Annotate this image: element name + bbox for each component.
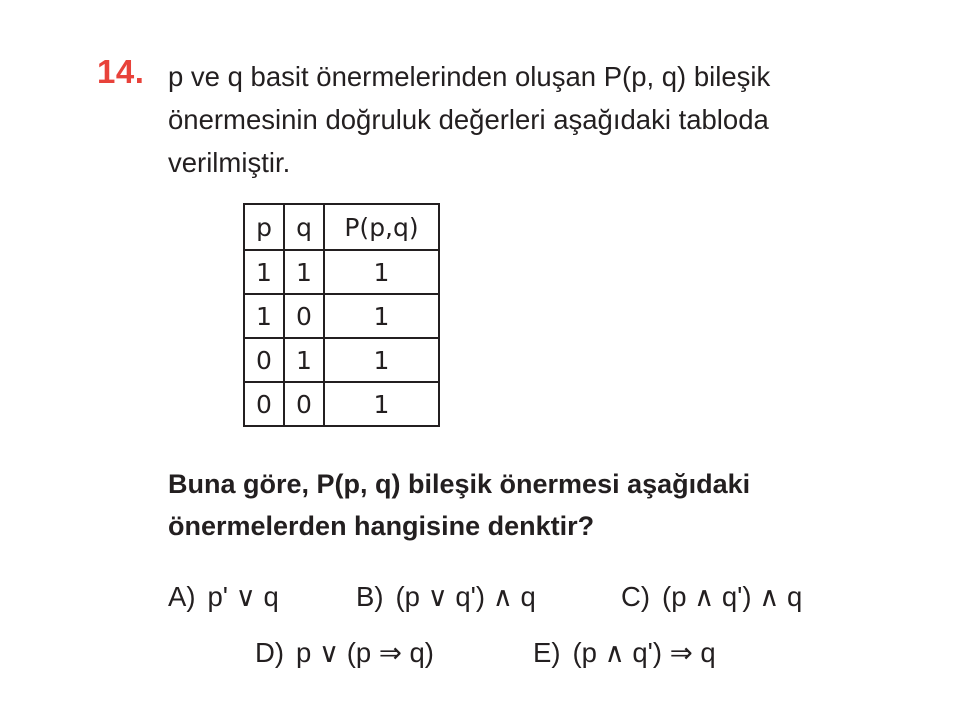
question-text-line: önermesinin doğruluk değerleri aşağıdaki tabloda xyxy=(168,104,769,135)
cell-result: 1 xyxy=(324,294,439,338)
truth-table-header-row xyxy=(244,204,439,250)
choice-label: E) xyxy=(533,637,561,668)
cell-result: 1 xyxy=(324,382,439,426)
table-row xyxy=(244,250,439,294)
cell-q: 1 xyxy=(284,338,324,382)
choice-label: A) xyxy=(168,581,196,612)
choice-text: (p ∧ q') ⇒ q xyxy=(572,637,716,668)
choice-text: (p ∧ q') ∧ q xyxy=(662,581,803,612)
cell-q: 0 xyxy=(284,294,324,338)
cell-q: 1 xyxy=(284,250,324,294)
prompt-line: önermelerden hangisine denktir? xyxy=(168,511,595,541)
cell-p: 0 xyxy=(244,338,284,382)
choice-label: C) xyxy=(621,581,651,612)
question-text-line: verilmiştir. xyxy=(168,147,291,178)
cell-result: 1 xyxy=(324,250,439,294)
prompt-line: Buna göre, P(p, q) bileşik önermesi aşağıdaki xyxy=(168,469,751,499)
cell-q: 0 xyxy=(284,382,324,426)
header-p: p xyxy=(244,204,284,250)
choice-text: p ∨ (p ⇒ q) xyxy=(296,637,434,668)
cell-p: 1 xyxy=(244,250,284,294)
choice-c[interactable] xyxy=(621,581,802,613)
truth-table xyxy=(243,203,440,427)
choice-label: B) xyxy=(356,581,384,612)
choice-e[interactable] xyxy=(533,637,716,669)
cell-p: 0 xyxy=(244,382,284,426)
choice-text: (p ∨ q') ∧ q xyxy=(395,581,536,612)
cell-result: 1 xyxy=(324,338,439,382)
choice-b[interactable] xyxy=(356,581,536,613)
question-text-line: p ve q basit önermelerinden oluşan P(p, q) bileşik xyxy=(168,61,771,92)
header-q: q xyxy=(284,204,324,250)
cell-p: 1 xyxy=(244,294,284,338)
question-prompt xyxy=(168,463,750,547)
question-number: 14. xyxy=(97,53,145,90)
question-text xyxy=(168,55,868,184)
choice-label: D) xyxy=(255,637,285,668)
header-result: P(p,q) xyxy=(324,204,439,250)
table-row xyxy=(244,382,439,426)
choice-a[interactable] xyxy=(168,581,279,613)
choice-text: p' ∨ q xyxy=(207,581,279,612)
table-row xyxy=(244,294,439,338)
table-row xyxy=(244,338,439,382)
choice-d[interactable] xyxy=(255,637,434,669)
